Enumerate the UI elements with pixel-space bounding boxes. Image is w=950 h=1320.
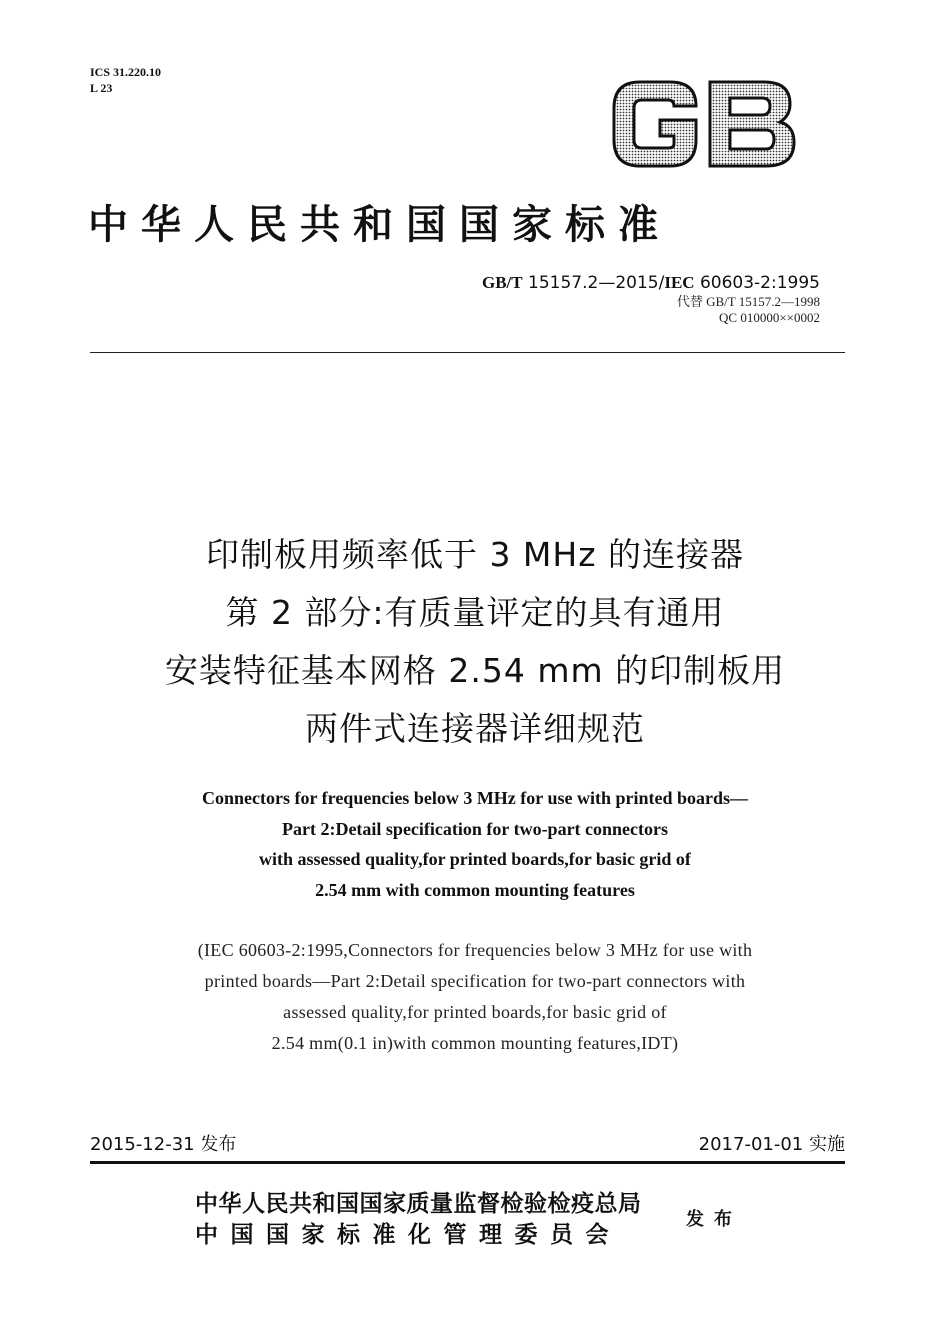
en-title-line-1: Connectors for frequencies below 3 MHz for use with printed boards—: [202, 788, 748, 808]
gb-logo-graphic: [610, 78, 800, 170]
footer-divider: [90, 1161, 845, 1164]
std-suffix: 60603-2:1995: [694, 273, 820, 293]
std-middle: 15157.2—2015/: [522, 273, 665, 293]
en-title-line-3: with assessed quality,for printed boards,for basic grid of: [259, 849, 691, 869]
zh-title-line-4: 两件式连接器详细规范: [305, 709, 645, 748]
chinese-title: [60, 526, 890, 758]
standard-number-block: [300, 272, 820, 326]
english-title: [75, 783, 875, 905]
replaces-line-2: QC 010000××0002: [719, 310, 820, 325]
iec-line-3: assessed quality,for printed boards,for basic grid of: [283, 1002, 667, 1022]
publisher-line-2: 中国国家标准化管理委员会: [195, 1221, 621, 1248]
classification-codes: [90, 64, 161, 96]
publish-label: 发布: [686, 1209, 742, 1230]
header-divider: [90, 352, 845, 353]
gb-logo: [610, 78, 800, 170]
ics-code: ICS 31.220.10: [90, 65, 162, 79]
std-prefix: GB/T: [482, 273, 523, 292]
zh-title-line-1: 印制板用频率低于 3 MHz 的连接器: [205, 535, 745, 574]
replaces-line-1: 代替 GB/T 15157.2—1998: [676, 294, 820, 309]
zh-title-line-3: 安装特征基本网格 2.54 mm 的印制板用: [164, 651, 786, 690]
issue-date: 2015-12-31 发布: [90, 1134, 237, 1155]
publisher-block: [195, 1188, 665, 1250]
iec-reference: [75, 935, 875, 1059]
iec-line-1: (IEC 60603-2:1995,Connectors for frequencies below 3 MHz for use with: [197, 940, 753, 960]
publisher-line-1: 中华人民共和国国家质量监督检验检疫总局: [195, 1190, 642, 1217]
implementation-date: 2017-01-01 实施: [698, 1134, 845, 1155]
zh-title-line-2: 第 2 部分:有质量评定的具有通用: [225, 593, 725, 632]
std-iec: IEC: [664, 273, 695, 292]
ccs-code: L 23: [90, 81, 113, 95]
en-title-line-2: Part 2:Detail specification for two-part connectors: [281, 818, 669, 839]
en-title-line-4: 2.54 mm with common mounting features: [315, 879, 635, 900]
national-standard-title: 中华人民共和国国家标准: [88, 201, 671, 248]
iec-line-2: printed boards—Part 2:Detail specification for two-part connectors with: [204, 971, 746, 991]
iec-line-4: 2.54 mm(0.1 in)with common mounting features,IDT): [271, 1033, 679, 1053]
standard-number: [300, 272, 820, 294]
